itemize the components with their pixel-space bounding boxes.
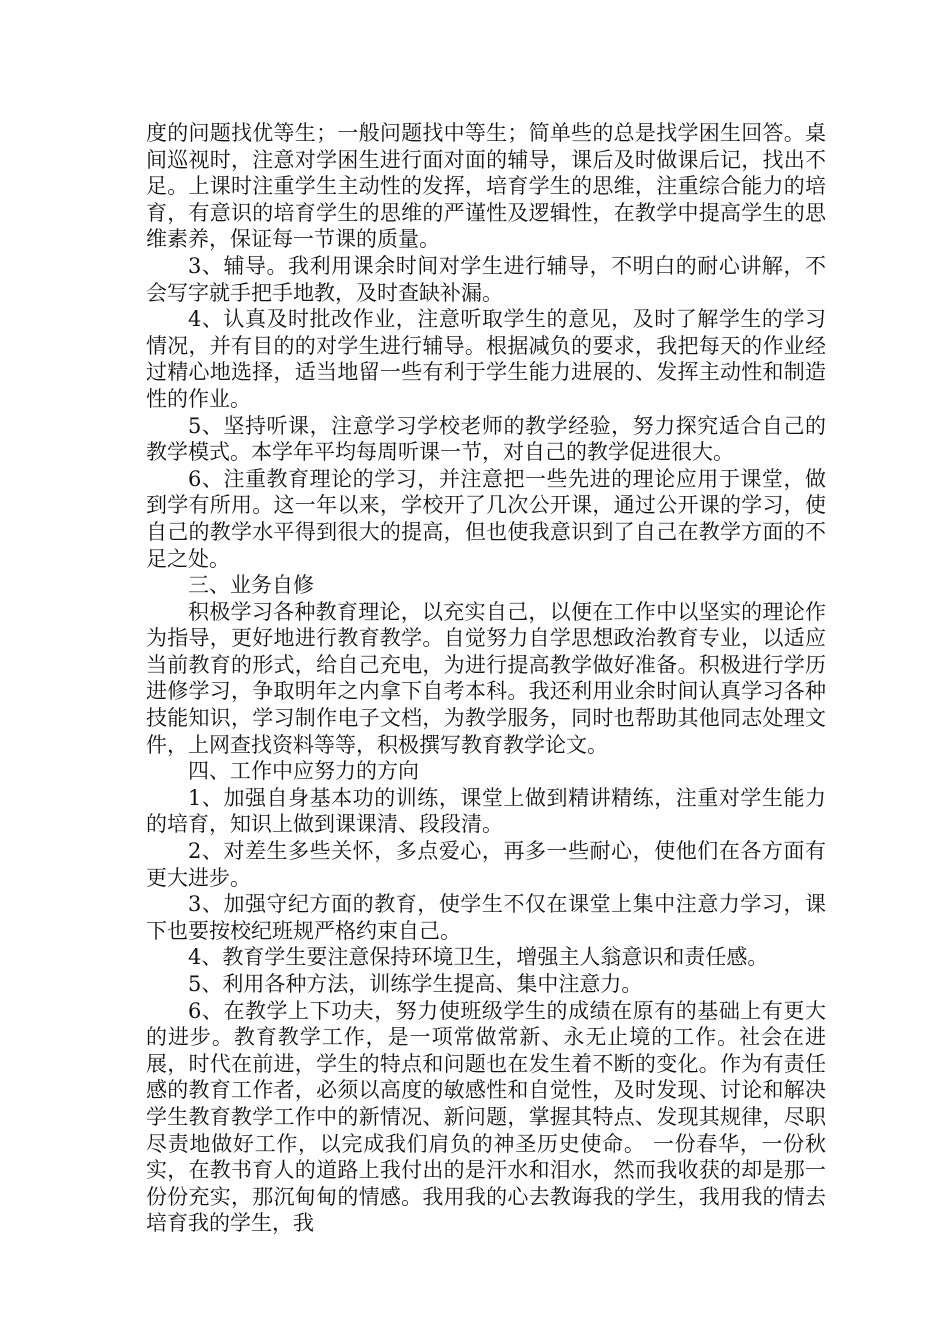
paragraph-7: 1、加强自身基本功的训练，课堂上做到精讲精练，注重对学生能力的培育，知识上做到课课清、段段清。 bbox=[146, 785, 826, 837]
paragraph-2: 3、辅导。我利用课余时间对学生进行辅导，不明白的耐心讲解，不会写字就手把手地教，及时查缺补漏。 bbox=[146, 253, 826, 305]
paragraph-9: 3、加强守纪方面的教育，使学生不仅在课堂上集中注意力学习，课下也要按校纪班规严格约束自己。 bbox=[146, 892, 826, 943]
paragraph-11: 5、利用各种方法，训练学生提高、集中注意力。 bbox=[188, 972, 643, 996]
section-heading-3: 三、业务自修 bbox=[188, 573, 314, 598]
paragraph-10: 4、教育学生要注意保持环境卫生，增强主人翁意识和责任感。 bbox=[188, 945, 769, 970]
paragraph-6: 积极学习各种教育理论，以充实自己，以便在工作中以坚实的理论作为指导，更好地进行教育教学。自觉努力自学思想政治教育专业，以适应当前教育的形式，给自己充电，为进行提高教学做好准备。积极进行学历进修学习，争取明年之内拿下自考本科。我还利用业余时间认真学习各种技能知识，学习制作电子文档，为教学服务，同时也帮助其他同志处理文件，上网查找资料等等，积极撰写教育教学论文。 bbox=[146, 599, 826, 757]
section-heading-4: 四、工作中应努力的方向 bbox=[188, 759, 419, 784]
paragraph-5: 6、注重教育理论的学习，并注意把一些先进的理论应用于课堂，做到学有所用。这一年以来，学校开了几次公开课，通过公开课的学习，使自己的教学水平得到很大的提高，但也使我意识到了自己在教学方面的不足之处。 bbox=[146, 466, 826, 571]
paragraph-12: 6、在教学上下功夫，努力使班级学生的成绩在原有的基础上有更大的进步。教育教学工作，是一项常做常新、永无止境的工作。社会在进展，时代在前进，学生的特点和问题也在发生着不断的变化。作为有责任感的教育工作者，必须以高度的敏感性和自觉性，及时发现、讨论和解决学生教育教学工作中的新情况、新问题，掌握其特点、发现其规律，尽职尽责地做好工作，以完成我们肩负的神圣历史使命。 一份春华，一份秋实，在教书育人的道路上我付出的是汗水和泪水，然而我收获的却是那一份份充实，那沉甸甸的情感。我用我的心去教诲我的学生，我用我的情去培育我的学生，我 bbox=[146, 998, 826, 1236]
paragraph-3: 4、认真及时批改作业，注意听取学生的意见，及时了解学生的学习情况，并有目的的对学生进行辅导。根据减负的要求，我把每天的作业经过精心地选择，适当地留一些有利于学生能力进展的、发挥主动性和制造性的作业。 bbox=[146, 307, 826, 411]
paragraph-8: 2、对差生多些关怀，多点爱心，再多一些耐心，使他们在各方面有更大进步。 bbox=[146, 839, 826, 890]
paragraph-4: 5、坚持听课，注意学习学校老师的教学经验，努力探究适合自己的教学模式。本学年平均每周听课一节，对自己的教学促进很大。 bbox=[146, 413, 826, 465]
document-body bbox=[146, 120, 826, 1237]
paragraph-1: 度的问题找优等生；一般问题找中等生；简单些的总是找学困生回答。桌间巡视时，注意对学困生进行面对面的辅导，课后及时做课后记，找出不足。上课时注重学生主动性的发挥，培育学生的思维，注重综合能力的培育，有意识的培育学生的思维的严谨性及逻辑性，在教学中提高学生的思维素养，保证每一节课的质量。 bbox=[146, 121, 826, 252]
